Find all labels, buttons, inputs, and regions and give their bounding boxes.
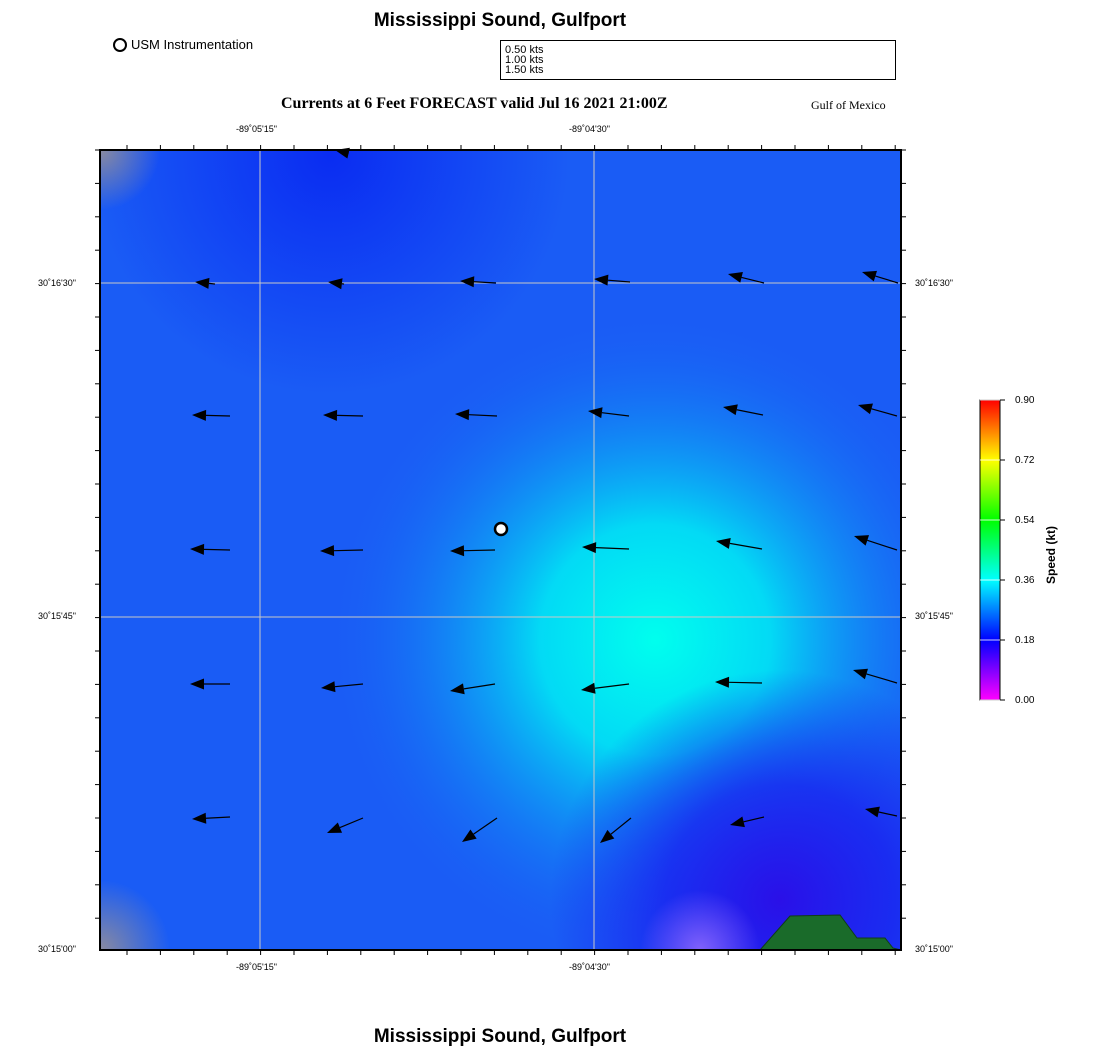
lat-tick-left-2: 30˚15'00" (38, 944, 76, 954)
vector-key-label-1: 1.00 kts (505, 54, 544, 66)
lon-tick-bottom-1: -89˚04'30" (569, 962, 610, 972)
colorbar-tick-label-3: 0.36 (1015, 575, 1035, 586)
lon-tick-bottom-0: -89˚05'15" (236, 962, 277, 972)
colorbar (980, 400, 1000, 700)
lon-tick-top-0: -89˚05'15" (236, 124, 277, 134)
lat-tick-right-1: 30˚15'45" (915, 611, 953, 621)
colorbar-tick-label-1: 0.72 (1015, 455, 1035, 466)
usm-legend-label: USM Instrumentation (131, 37, 254, 52)
colorbar-title: Speed (kt) (1044, 525, 1058, 584)
lon-tick-top-1: -89˚04'30" (569, 124, 610, 134)
colorbar-tick-label-0: 0.90 (1015, 395, 1035, 406)
vector-key-label-0: 0.50 kts (505, 44, 544, 56)
region-label: Gulf of Mexico (811, 98, 886, 112)
lat-tick-left-1: 30˚15'45" (38, 611, 76, 621)
map-title-bottom: Mississippi Sound, Gulfport (373, 1026, 627, 1047)
lat-tick-right-2: 30˚15'00" (915, 944, 953, 954)
forecast-title: Currents at 6 Feet FORECAST valid Jul 16 2021 21:00Z (281, 95, 668, 112)
lat-tick-right-0: 30˚16'30" (915, 278, 953, 288)
map-title-top: Mississippi Sound, Gulfport (373, 10, 627, 31)
colorbar-tick-label-2: 0.54 (1015, 515, 1035, 526)
colorbar-tick-label-5: 0.00 (1015, 695, 1035, 706)
lat-tick-left-0: 30˚16'30" (38, 278, 76, 288)
usm-station-marker (495, 523, 507, 535)
colorbar-tick-label-4: 0.18 (1015, 635, 1035, 646)
vector-key-label-2: 1.50 kts (505, 64, 544, 76)
